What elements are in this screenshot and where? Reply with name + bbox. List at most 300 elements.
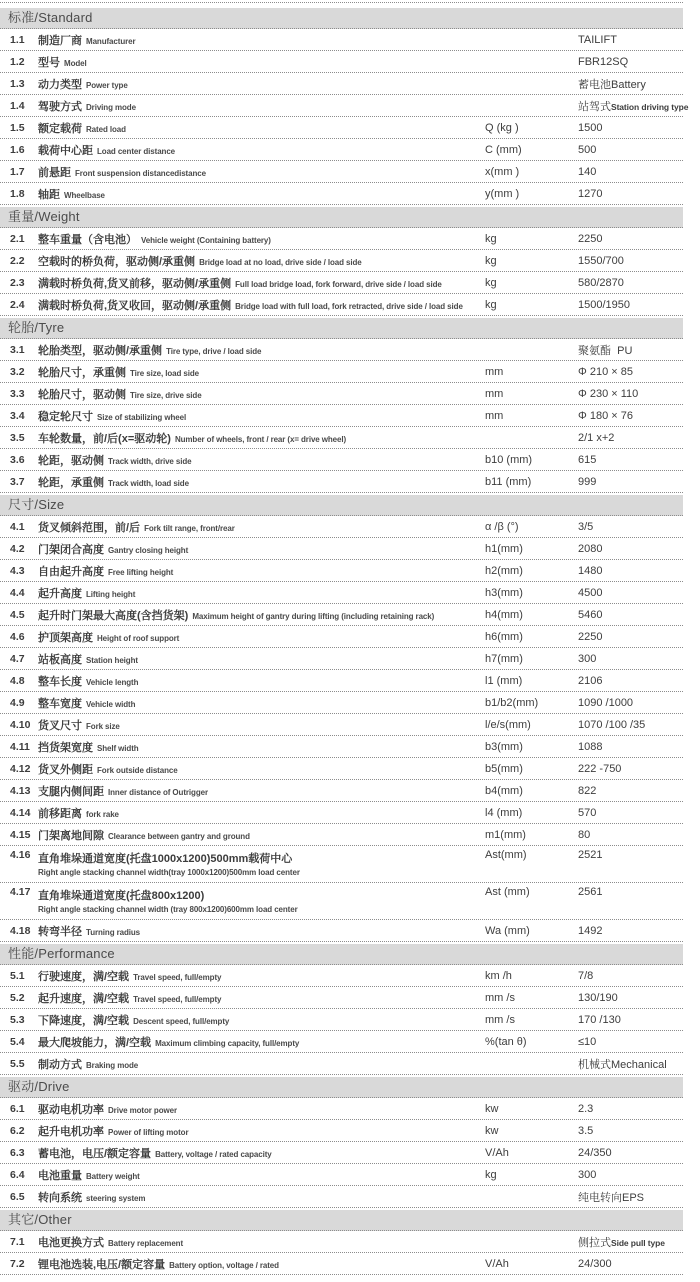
value-text: 1088 xyxy=(578,740,603,753)
spec-row xyxy=(0,383,683,405)
label-chinese: 空载时的桥负荷，驱动侧/承重侧 xyxy=(38,255,196,268)
label-chinese: 动力类型 xyxy=(38,78,82,91)
label-english: Fork outside distance xyxy=(97,765,178,775)
row-label xyxy=(38,883,485,914)
label-english: Station height xyxy=(86,655,138,665)
row-number: 4.1 xyxy=(10,520,25,533)
value-text: 蓄电池Battery xyxy=(578,78,646,91)
unit-symbol: Ast (mm) xyxy=(485,886,530,898)
row-number: 6.3 xyxy=(10,1146,25,1159)
label-chinese: 驾驶方式 xyxy=(38,100,82,113)
spec-row xyxy=(0,1031,683,1053)
label-chinese: 支腿内侧间距 xyxy=(38,785,104,798)
row-number: 1.5 xyxy=(10,121,25,134)
value-text: 纯电转向EPS xyxy=(578,1191,645,1204)
unit-symbol: mm xyxy=(485,409,504,422)
row-label xyxy=(38,922,485,940)
label-chinese: 下降速度，满/空载 xyxy=(38,1014,130,1027)
label-english: Full load bridge load, fork forward, drive side / load side xyxy=(235,279,442,289)
spec-value xyxy=(578,970,683,982)
spec-value xyxy=(578,34,683,46)
unit-symbol: kg xyxy=(485,232,497,245)
label-chinese: 货叉尺寸 xyxy=(38,719,82,732)
label-english: Battery weight xyxy=(86,1171,140,1181)
spec-value xyxy=(578,1103,683,1115)
label-english: Fork size xyxy=(86,721,120,731)
section-header: 标准/Standard xyxy=(0,8,683,29)
spec-value xyxy=(578,631,683,643)
unit-symbol: mm /s xyxy=(485,991,515,1004)
section-header: 其它/Other xyxy=(0,1210,683,1231)
row-number: 6.5 xyxy=(10,1190,25,1203)
value-text: Φ 210 × 85 xyxy=(578,365,633,378)
value-text: 侧拉式 xyxy=(578,1236,611,1249)
row-number: 5.4 xyxy=(10,1035,25,1048)
row-number: 1.8 xyxy=(10,187,25,200)
label-chinese: 行驶速度，满/空载 xyxy=(38,970,130,983)
spec-row xyxy=(0,802,683,824)
row-number: 4.3 xyxy=(10,564,25,577)
label-english: Track width, load side xyxy=(108,478,189,488)
spec-value xyxy=(578,299,683,311)
row-label xyxy=(38,1033,485,1051)
spec-row xyxy=(0,294,683,316)
unit-symbol: l/e/s(mm) xyxy=(485,718,531,731)
value-text: 7/8 xyxy=(578,969,594,982)
value-text: 4500 xyxy=(578,586,603,599)
row-number: 4.11 xyxy=(10,740,30,753)
value-text: 140 xyxy=(578,165,597,178)
unit-symbol: h6(mm) xyxy=(485,630,523,643)
spec-value xyxy=(578,122,683,134)
label-english: Size of stabilizing wheel xyxy=(97,412,187,422)
value-text: 130/190 xyxy=(578,991,618,1004)
label-chinese: 车轮数量，前/后(x=驱动轮) xyxy=(38,432,171,445)
spec-row xyxy=(0,604,683,626)
value-text: 2250 xyxy=(578,232,603,245)
value-text: 500 xyxy=(578,143,597,156)
label-english: Shelf width xyxy=(97,743,139,753)
row-label xyxy=(38,75,485,93)
label-english: Descent speed, full/empty xyxy=(133,1016,230,1026)
label-english: Vehicle weight (Containing battery) xyxy=(141,235,271,245)
unit-symbol: h4(mm) xyxy=(485,608,523,621)
row-label xyxy=(38,407,485,425)
spec-row xyxy=(0,272,683,294)
label-chinese: 载荷中心距 xyxy=(38,144,93,157)
spec-row xyxy=(0,846,683,883)
value-text: 5460 xyxy=(578,608,603,621)
spec-row xyxy=(0,51,683,73)
label-chinese: 门架闭合高度 xyxy=(38,543,104,556)
row-label xyxy=(38,230,485,248)
spec-value xyxy=(578,543,683,555)
spec-row xyxy=(0,692,683,714)
row-label xyxy=(38,826,485,844)
label-english: Drive motor power xyxy=(108,1105,177,1115)
label-english: Bridge load at no load, drive side / load side xyxy=(199,257,362,267)
spec-value xyxy=(578,1189,683,1205)
label-chinese: 轮距，驱动侧 xyxy=(38,454,104,467)
row-number: 4.16 xyxy=(10,849,31,861)
row-label xyxy=(38,1011,485,1029)
section-header: 性能/Performance xyxy=(0,944,683,965)
row-number: 4.2 xyxy=(10,542,25,555)
spec-row xyxy=(0,538,683,560)
value-text: 1500/1950 xyxy=(578,298,630,311)
label-chinese: 锂电池选装,电压/额定容量 xyxy=(38,1258,166,1271)
row-label xyxy=(38,274,485,292)
spec-row xyxy=(0,1186,683,1208)
label-chinese: 轮胎类型，驱动侧/承重侧 xyxy=(38,344,163,357)
row-label xyxy=(38,163,485,181)
value-text: 2/1 x+2 xyxy=(578,431,615,444)
row-number: 6.4 xyxy=(10,1168,25,1181)
row-label xyxy=(38,628,485,646)
value-text: 2106 xyxy=(578,674,603,687)
row-label xyxy=(38,1100,485,1118)
row-label xyxy=(38,1144,485,1162)
unit-symbol: y(mm ) xyxy=(485,187,520,200)
spec-row xyxy=(0,670,683,692)
value-text: 1090 /1000 xyxy=(578,696,634,709)
row-label xyxy=(38,650,485,668)
label-english: Travel speed, full/empty xyxy=(133,994,222,1004)
value-text: Φ 180 × 76 xyxy=(578,409,633,422)
spec-row xyxy=(0,1009,683,1031)
label-chinese: 轮胎尺寸，驱动侧 xyxy=(38,388,126,401)
spec-value xyxy=(578,785,683,797)
label-chinese: 蓄电池，电压/额定容量 xyxy=(38,1147,152,1160)
spec-value xyxy=(578,1169,683,1181)
row-label xyxy=(38,1055,485,1073)
unit-symbol: kg xyxy=(485,254,497,267)
row-number: 1.4 xyxy=(10,99,25,112)
unit-symbol: b10 (mm) xyxy=(485,453,533,466)
label-chinese: 最大爬坡能力，满/空载 xyxy=(38,1036,152,1049)
row-number: 4.9 xyxy=(10,696,25,709)
unit-symbol: km /h xyxy=(485,969,512,982)
section-header: 尺寸/Size xyxy=(0,495,683,516)
label-chinese: 轮胎尺寸，承重侧 xyxy=(38,366,126,379)
label-english: Track width, drive side xyxy=(108,456,192,466)
unit-symbol: mm xyxy=(485,387,504,400)
value-text: 1480 xyxy=(578,564,603,577)
unit-symbol: b11 (mm) xyxy=(485,475,532,488)
spec-value xyxy=(578,342,683,358)
spec-value xyxy=(578,1056,683,1072)
row-number: 2.3 xyxy=(10,276,25,289)
row-label xyxy=(38,606,485,624)
spec-row xyxy=(0,449,683,471)
value-text: TAILIFT xyxy=(578,33,617,46)
unit-symbol: b4(mm) xyxy=(485,784,523,797)
label-english: Power of lifting motor xyxy=(108,1127,189,1137)
spec-value xyxy=(578,653,683,665)
spec-value xyxy=(578,166,683,178)
label-english: Fork tilt range, front/rear xyxy=(144,523,235,533)
spec-row xyxy=(0,824,683,846)
label-english: Tire size, load side xyxy=(130,368,199,378)
unit-symbol: C (mm) xyxy=(485,143,522,156)
spec-value xyxy=(578,277,683,289)
unit-symbol: %(tan θ) xyxy=(485,1035,527,1048)
spec-value xyxy=(578,925,683,937)
label-chinese: 站板高度 xyxy=(38,653,82,666)
label-chinese: 护顶架高度 xyxy=(38,631,93,644)
spec-row xyxy=(0,883,683,920)
label-chinese: 整车长度 xyxy=(38,675,82,688)
row-label xyxy=(38,97,485,115)
row-label xyxy=(38,1122,485,1140)
spec-row xyxy=(0,161,683,183)
label-english: Battery, voltage / rated capacity xyxy=(155,1149,272,1159)
value-text: 聚氨酯 PU xyxy=(578,344,633,357)
unit-symbol: l1 (mm) xyxy=(485,674,523,687)
spec-row xyxy=(0,117,683,139)
unit-symbol: h3(mm) xyxy=(485,586,523,599)
value-text: 222 -750 xyxy=(578,762,622,775)
spec-value xyxy=(578,719,683,731)
section-header: 驱动/Drive xyxy=(0,1077,683,1098)
value-text: 80 xyxy=(578,828,591,841)
row-number: 4.7 xyxy=(10,652,25,665)
label-chinese: 轴距 xyxy=(38,188,60,201)
spec-row xyxy=(0,73,683,95)
row-number: 4.14 xyxy=(10,806,31,819)
label-chinese: 起升速度，满/空载 xyxy=(38,992,130,1005)
value-text: 3/5 xyxy=(578,520,594,533)
label-chinese: 制造厂商 xyxy=(38,34,82,47)
unit-symbol: kg xyxy=(485,1168,497,1181)
label-english: Right angle stacking channel width(tray 1000x1200)500mm load center xyxy=(38,868,300,877)
value-text: ≤10 xyxy=(578,1035,597,1048)
value-text: 1500 xyxy=(578,121,603,134)
label-english: Bridge load with full load, fork retracted, drive side / load side xyxy=(235,301,463,311)
row-label xyxy=(38,672,485,690)
spec-value xyxy=(578,366,683,378)
label-english: Maximum climbing capacity, full/empty xyxy=(155,1038,300,1048)
row-number: 3.6 xyxy=(10,453,25,466)
label-english: Free lifting height xyxy=(108,567,174,577)
value-text: 300 xyxy=(578,652,597,665)
unit-symbol: m1(mm) xyxy=(485,828,526,841)
row-number: 3.7 xyxy=(10,475,25,488)
row-label xyxy=(38,53,485,71)
spec-row xyxy=(0,758,683,780)
spec-row xyxy=(0,427,683,449)
row-number: 5.3 xyxy=(10,1013,25,1026)
row-number: 4.8 xyxy=(10,674,25,687)
spec-value xyxy=(578,763,683,775)
unit-symbol: h1(mm) xyxy=(485,542,523,555)
label-english: Battery replacement xyxy=(108,1238,184,1248)
spec-value xyxy=(578,233,683,245)
spec-row xyxy=(0,1164,683,1186)
row-number: 4.4 xyxy=(10,586,25,599)
label-english: Front suspension distancedistance xyxy=(75,168,206,178)
spec-row xyxy=(0,582,683,604)
label-english: Battery option, voltage / rated xyxy=(169,1260,279,1270)
label-chinese: 轮距，承重侧 xyxy=(38,476,104,489)
row-label xyxy=(38,141,485,159)
value-text: 2250 xyxy=(578,630,603,643)
spec-row xyxy=(0,228,683,250)
value-text: 615 xyxy=(578,453,597,466)
value-text: 24/300 xyxy=(578,1257,612,1270)
unit-symbol: x(mm ) xyxy=(485,165,520,178)
row-label xyxy=(38,119,485,137)
spec-value xyxy=(578,432,683,444)
spec-row xyxy=(0,1098,683,1120)
spec-row xyxy=(0,471,683,493)
row-number: 3.4 xyxy=(10,409,25,422)
unit-symbol: kg xyxy=(485,298,497,311)
spec-value xyxy=(578,1125,683,1137)
row-number: 5.5 xyxy=(10,1057,25,1070)
label-chinese: 型号 xyxy=(38,56,60,69)
value-text: 机械式Mechanical xyxy=(578,1058,667,1071)
spec-value xyxy=(578,992,683,1004)
row-label xyxy=(38,1188,485,1206)
value-text: 999 xyxy=(578,475,597,488)
spec-value xyxy=(578,675,683,687)
spec-row xyxy=(0,626,683,648)
row-number: 4.15 xyxy=(10,828,31,841)
spec-row xyxy=(0,987,683,1009)
row-label xyxy=(38,804,485,822)
spec-row xyxy=(0,139,683,161)
spec-row xyxy=(0,560,683,582)
spec-value xyxy=(578,388,683,400)
spec-row xyxy=(0,339,683,361)
spec-row xyxy=(0,736,683,758)
label-chinese: 转向系统 xyxy=(38,1191,82,1204)
label-english: Number of wheels, front / rear (x= drive wheel) xyxy=(174,434,347,444)
row-number: 2.1 xyxy=(10,232,25,245)
label-english: Driving mode xyxy=(86,102,136,112)
label-chinese: 稳定轮尺寸 xyxy=(38,410,93,423)
label-chinese: 起升高度 xyxy=(38,587,82,600)
row-number: 4.6 xyxy=(10,630,25,643)
spec-row xyxy=(0,1053,683,1075)
label-english: Right angle stacking channel width (tray 800x1200)600mm load center xyxy=(38,905,298,914)
unit-symbol: b1/b2(mm) xyxy=(485,696,539,709)
row-number: 3.1 xyxy=(10,343,25,356)
label-english: Vehicle width xyxy=(86,699,136,709)
row-label xyxy=(38,363,485,381)
row-number: 4.12 xyxy=(10,762,31,775)
row-label xyxy=(38,1255,485,1273)
row-number: 2.4 xyxy=(10,298,25,311)
spec-row xyxy=(0,29,683,51)
row-number: 7.1 xyxy=(10,1235,25,1248)
row-number: 4.5 xyxy=(10,608,25,621)
value-text: 580/2870 xyxy=(578,276,624,289)
spec-row xyxy=(0,405,683,427)
section-header: 重量/Weight xyxy=(0,207,683,228)
row-label xyxy=(38,31,485,49)
row-label xyxy=(38,716,485,734)
value-text-small: Station driving type xyxy=(611,101,689,112)
row-number: 4.10 xyxy=(10,718,31,731)
unit-symbol: mm /s xyxy=(485,1013,515,1026)
label-chinese: 电池更换方式 xyxy=(38,1236,104,1249)
row-number: 3.2 xyxy=(10,365,25,378)
label-english: Gantry closing height xyxy=(108,545,189,555)
label-chinese: 门架离地间隙 xyxy=(38,829,104,842)
row-number: 7.2 xyxy=(10,1257,25,1270)
row-label xyxy=(38,451,485,469)
label-chinese: 驱动电机功率 xyxy=(38,1103,104,1116)
label-chinese: 制动方式 xyxy=(38,1058,82,1071)
row-label xyxy=(38,782,485,800)
unit-symbol: kw xyxy=(485,1102,499,1115)
label-chinese: 额定载荷 xyxy=(38,122,82,135)
label-english: Travel speed, full/empty xyxy=(133,972,222,982)
unit-symbol: V/Ah xyxy=(485,1257,509,1270)
unit-symbol: h7(mm) xyxy=(485,652,523,665)
spec-row xyxy=(0,648,683,670)
unit-symbol: h2(mm) xyxy=(485,564,523,577)
row-label xyxy=(38,540,485,558)
label-chinese: 挡货架宽度 xyxy=(38,741,93,754)
label-english: Manufacturer xyxy=(86,36,136,46)
spec-value xyxy=(578,587,683,599)
spec-row xyxy=(0,1142,683,1164)
label-chinese: 货叉倾斜范围，前/后 xyxy=(38,521,141,534)
spec-value xyxy=(578,56,683,68)
spec-value xyxy=(578,76,683,92)
label-english: Maximum height of gantry during lifting (including retaining rack) xyxy=(192,611,435,621)
label-chinese: 起升电机功率 xyxy=(38,1125,104,1138)
row-number: 4.17 xyxy=(10,886,31,898)
spec-value xyxy=(578,1036,683,1048)
value-text: 170 /130 xyxy=(578,1013,621,1026)
label-english: Load center distance xyxy=(97,146,176,156)
row-label xyxy=(38,296,485,314)
row-number: 1.1 xyxy=(10,33,25,46)
value-text: 300 xyxy=(578,1168,597,1181)
spec-row xyxy=(0,714,683,736)
label-chinese: 整车宽度 xyxy=(38,697,82,710)
label-english: fork rake xyxy=(86,809,119,819)
row-label xyxy=(38,1233,485,1251)
row-number: 1.3 xyxy=(10,77,25,90)
row-number: 1.2 xyxy=(10,55,25,68)
label-english: Inner distance of Outrigger xyxy=(108,787,208,797)
label-english: steering system xyxy=(86,1193,146,1203)
label-chinese: 直角堆垛通道宽度(托盘1000x1200)500mm载荷中心 xyxy=(38,853,293,865)
value-text: 2561 xyxy=(578,886,603,898)
value-text: 2.3 xyxy=(578,1102,594,1115)
spec-row xyxy=(0,250,683,272)
unit-symbol: Q (kg ) xyxy=(485,121,519,134)
spec-value xyxy=(578,255,683,267)
label-english: Wheelbase xyxy=(64,190,105,200)
value-text: 822 xyxy=(578,784,597,797)
row-number: 4.13 xyxy=(10,784,31,797)
spec-value xyxy=(578,454,683,466)
spec-row xyxy=(0,516,683,538)
label-english: Braking mode xyxy=(86,1060,139,1070)
label-chinese: 前移距离 xyxy=(38,807,82,820)
value-text: 站驾式 xyxy=(578,100,611,113)
row-number: 6.2 xyxy=(10,1124,25,1137)
unit-symbol: α /β (°) xyxy=(485,520,519,533)
label-chinese: 满载时桥负荷,货叉收回，驱动侧/承重侧 xyxy=(38,299,232,312)
spec-value xyxy=(578,565,683,577)
